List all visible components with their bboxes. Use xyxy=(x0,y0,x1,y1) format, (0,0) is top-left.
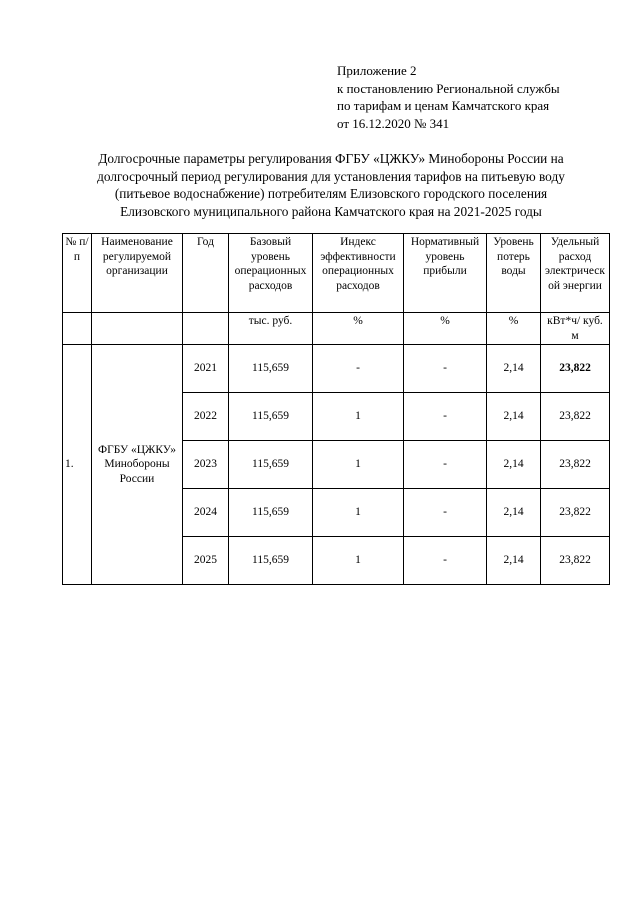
title-line: Елизовского муниципального района Камчатского края на 2021-2025 годы xyxy=(120,203,542,219)
appendix-block xyxy=(337,62,560,132)
header-energy-use: Удельный расход электрическ ой энергии xyxy=(541,234,610,313)
cell-energy: 23,822 xyxy=(541,393,610,441)
cell-loss: 2,14 xyxy=(487,393,541,441)
cell-loss: 2,14 xyxy=(487,441,541,489)
document-title xyxy=(40,150,622,220)
cell-energy: 23,822 xyxy=(541,489,610,537)
cell-profit: - xyxy=(404,441,487,489)
cell-year: 2021 xyxy=(183,345,229,393)
header-water-loss: Уровень потерь воды xyxy=(487,234,541,313)
header-efficiency-index: Индекс эффективности операционных расходов xyxy=(313,234,404,313)
unit-base: тыс. руб. xyxy=(229,313,313,345)
org-name: ФГБУ «ЦЖКУ» Минобороны России xyxy=(92,345,183,585)
header-base-level: Базовый уровень операционных расходов xyxy=(229,234,313,313)
cell-profit: - xyxy=(404,489,487,537)
title-line: Долгосрочные параметры регулирования ФГБУ «ЦЖКУ» Минобороны России на xyxy=(98,151,564,166)
cell-energy: 23,822 xyxy=(541,441,610,489)
cell-base: 115,659 xyxy=(229,345,313,393)
cell-year: 2025 xyxy=(183,537,229,585)
cell-profit: - xyxy=(404,393,487,441)
cell-base: 115,659 xyxy=(229,489,313,537)
cell-energy: 23,822 xyxy=(541,345,610,393)
cell-loss: 2,14 xyxy=(487,489,541,537)
unit-energy: кВт*ч/ куб. м xyxy=(541,313,610,345)
appendix-line: по тарифам и ценам Камчатского края xyxy=(337,98,550,113)
unit-index: % xyxy=(313,313,404,345)
header-row xyxy=(63,234,610,313)
units-row xyxy=(63,313,610,345)
cell-energy: 23,822 xyxy=(541,537,610,585)
header-org: Наименование регулируемой организации xyxy=(92,234,183,313)
appendix-line: от 16.12.2020 № 341 xyxy=(337,115,450,131)
units-empty xyxy=(92,313,183,345)
cell-year: 2023 xyxy=(183,441,229,489)
cell-year: 2024 xyxy=(183,489,229,537)
cell-index: 1 xyxy=(313,441,404,489)
cell-year: 2022 xyxy=(183,393,229,441)
units-empty xyxy=(63,313,92,345)
cell-profit: - xyxy=(404,537,487,585)
title-line: долгосрочный период регулирования для установления тарифов на питьевую воду xyxy=(97,168,565,184)
cell-base: 115,659 xyxy=(229,393,313,441)
units-empty xyxy=(183,313,229,345)
org-number: 1. xyxy=(63,345,92,585)
table-row xyxy=(63,345,610,393)
appendix-line: Приложение 2 xyxy=(337,63,417,78)
cell-loss: 2,14 xyxy=(487,345,541,393)
unit-profit: % xyxy=(404,313,487,345)
cell-index: - xyxy=(313,345,404,393)
cell-loss: 2,14 xyxy=(487,537,541,585)
title-line: (питьевое водоснабжение) потребителям Елизовского городского поселения xyxy=(114,186,548,201)
cell-index: 1 xyxy=(313,393,404,441)
header-num: № п/п xyxy=(63,234,92,313)
unit-loss: % xyxy=(487,313,541,345)
header-profit-level: Нормативный уровень прибыли xyxy=(404,234,487,313)
cell-index: 1 xyxy=(313,537,404,585)
header-year: Год xyxy=(183,234,229,313)
appendix-line: к постановлению Региональной службы xyxy=(337,80,560,96)
cell-base: 115,659 xyxy=(229,441,313,489)
cell-base: 115,659 xyxy=(229,537,313,585)
cell-index: 1 xyxy=(313,489,404,537)
parameters-table xyxy=(62,233,610,585)
cell-profit: - xyxy=(404,345,487,393)
